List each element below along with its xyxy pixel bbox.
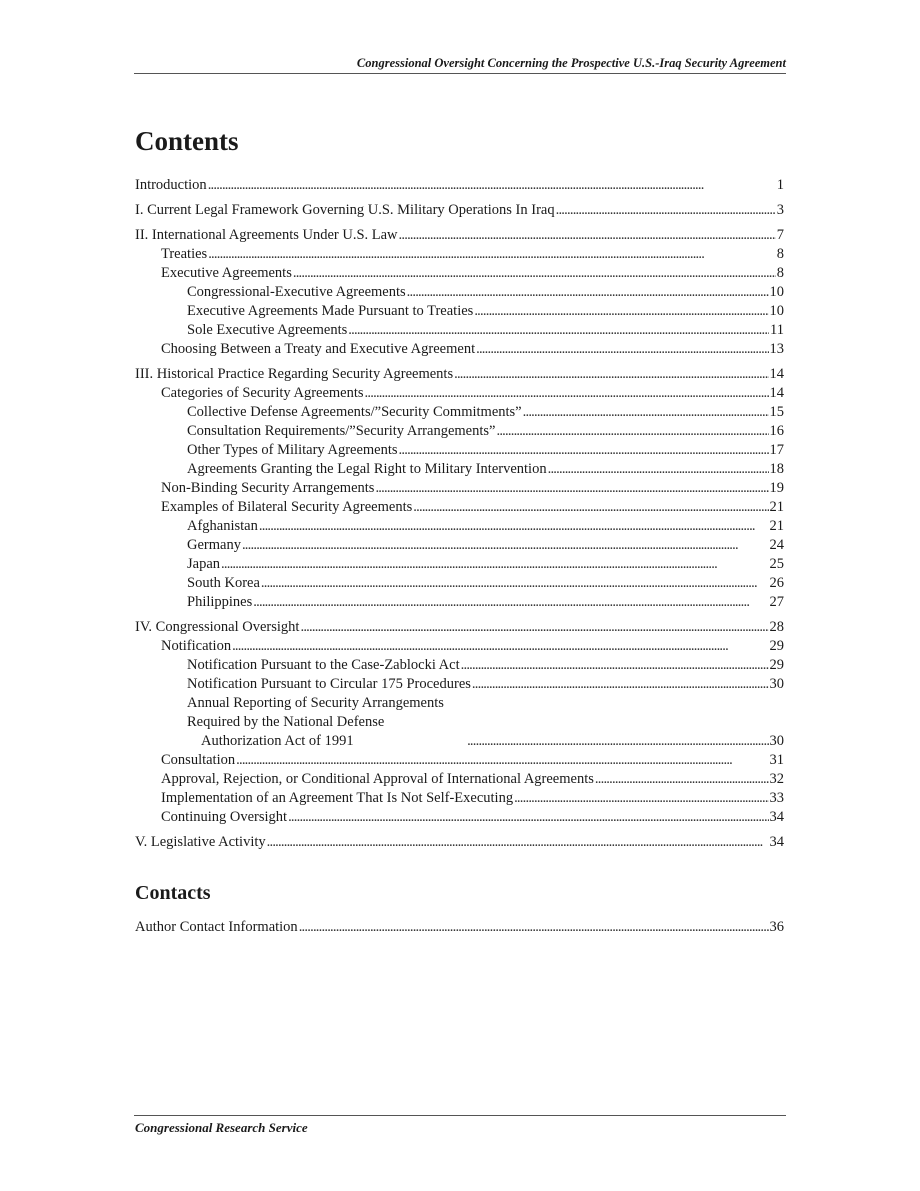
- toc-entry[interactable]: [135, 460, 784, 479]
- dot-leader: [236, 751, 768, 770]
- toc-entry-label: Consultation: [161, 752, 236, 768]
- toc-entry-label: V. Legislative Activity: [135, 834, 266, 850]
- toc-page-number: 30: [769, 676, 784, 692]
- toc-entry-label: I. Current Legal Framework Governing U.S. Military Operations In Iraq: [135, 202, 555, 218]
- toc-entry-label: Afghanistan: [187, 518, 258, 534]
- toc-page-number: 8: [776, 246, 784, 262]
- dot-leader: [299, 918, 769, 937]
- dot-leader: [261, 574, 769, 593]
- dot-leader: [548, 460, 769, 479]
- toc-page-number: 34: [769, 834, 784, 850]
- dot-leader: [259, 517, 769, 536]
- footer-text: Congressional Research Service: [135, 1120, 308, 1135]
- toc-entry-label: Approval, Rejection, or Conditional Approval of International Agreements: [161, 771, 594, 787]
- dot-leader: [399, 226, 776, 245]
- toc-entry-label: Japan: [187, 556, 221, 572]
- dot-leader: [472, 675, 769, 694]
- toc-entry[interactable]: [135, 517, 784, 536]
- dot-leader: [514, 789, 768, 808]
- dot-leader: [365, 384, 769, 403]
- dot-leader: [232, 637, 768, 656]
- dot-leader: [461, 656, 769, 675]
- toc-page-number: 11: [770, 322, 784, 338]
- running-title: Congressional Oversight Concerning the Prospective U.S.-Iraq Security Agreement: [356, 56, 786, 70]
- toc-entry[interactable]: [135, 618, 784, 637]
- toc-entry[interactable]: [135, 574, 784, 593]
- toc-page-number: 21: [769, 518, 784, 534]
- dot-leader: [399, 441, 769, 460]
- toc-entry-label: Sole Executive Agreements: [187, 322, 348, 338]
- toc-entry-label: Notification: [161, 638, 232, 654]
- toc-entry[interactable]: [135, 555, 784, 574]
- toc-entry-label: Notification Pursuant to the Case-Zablocki Act: [187, 657, 460, 673]
- toc-entry[interactable]: [135, 789, 784, 808]
- dot-leader: [523, 403, 769, 422]
- toc-entry-label-continuation: Authorization Act of 1991: [201, 733, 354, 749]
- toc-entry[interactable]: [135, 656, 784, 675]
- toc-entry[interactable]: [135, 283, 784, 302]
- toc-entry-label: Other Types of Military Agreements: [187, 442, 398, 458]
- dot-leader: [221, 555, 768, 574]
- dot-leader: [595, 770, 769, 789]
- dot-leader: [467, 732, 768, 751]
- toc-entry[interactable]: [135, 422, 784, 441]
- toc-entry-label: Executive Agreements: [161, 265, 292, 281]
- toc-entry[interactable]: [135, 321, 784, 340]
- toc-page-number: 16: [769, 423, 784, 439]
- toc-entry-label: Categories of Security Agreements: [161, 385, 364, 401]
- toc-page-number: 10: [769, 284, 784, 300]
- toc-entry[interactable]: [135, 479, 784, 498]
- toc-entry-label: Non-Binding Security Arrangements: [161, 480, 375, 496]
- table-of-contents: [135, 176, 784, 852]
- toc-entry-label: II. International Agreements Under U.S. Law: [135, 227, 398, 243]
- dot-leader: [208, 176, 776, 195]
- toc-entry[interactable]: [135, 226, 784, 245]
- toc-entry-label: Implementation of an Agreement That Is Not Self-Executing: [161, 790, 514, 806]
- toc-entry[interactable]: [135, 201, 784, 220]
- toc-page-number: 29: [769, 638, 784, 654]
- toc-entry[interactable]: [135, 536, 784, 555]
- toc-page-number: 8: [776, 265, 784, 281]
- toc-page-number: 14: [769, 366, 784, 382]
- toc-page-number: 33: [769, 790, 784, 806]
- toc-page-number: 18: [769, 461, 784, 477]
- dot-leader: [348, 321, 769, 340]
- toc-entry[interactable]: [135, 694, 784, 751]
- toc-entry-label: Treaties: [161, 246, 208, 262]
- toc-page-number: 31: [769, 752, 784, 768]
- toc-entry[interactable]: [135, 833, 784, 852]
- toc-entry[interactable]: [135, 675, 784, 694]
- toc-entry[interactable]: [135, 403, 784, 422]
- toc-entry[interactable]: [135, 176, 784, 195]
- toc-page-number: 29: [769, 657, 784, 673]
- toc-page-number: 28: [769, 619, 784, 635]
- dot-leader: [476, 340, 768, 359]
- toc-page-number: 32: [769, 771, 784, 787]
- toc-entry-label: Executive Agreements Made Pursuant to Treaties: [187, 303, 474, 319]
- toc-page-number: 3: [776, 202, 784, 218]
- toc-entry-label: South Korea: [187, 575, 260, 591]
- dot-leader: [208, 245, 776, 264]
- toc-entry-label: Congressional-Executive Agreements: [187, 284, 406, 300]
- toc-page-number: 17: [769, 442, 784, 458]
- toc-entry-label: Examples of Bilateral Security Agreements: [161, 499, 413, 515]
- toc-page-number: 10: [769, 303, 784, 319]
- page-header: [134, 56, 786, 74]
- dot-leader: [293, 264, 776, 283]
- toc-entry[interactable]: [135, 751, 784, 770]
- toc-entry-label: Agreements Granting the Legal Right to Military Intervention: [187, 461, 547, 477]
- toc-page-number: 36: [769, 919, 784, 935]
- toc-entry-label: Introduction: [135, 177, 207, 193]
- toc-entry-label: Notification Pursuant to Circular 175 Procedures: [187, 676, 471, 692]
- toc-page-number: 14: [769, 385, 784, 401]
- toc-page-number: 21: [769, 499, 784, 515]
- dot-leader: [454, 365, 768, 384]
- toc-entry[interactable]: [135, 264, 784, 283]
- toc-entry-label: Author Contact Information: [135, 919, 298, 935]
- toc-entry[interactable]: [135, 245, 784, 264]
- dot-leader: [496, 422, 768, 441]
- dot-leader: [242, 536, 769, 555]
- toc-page-number: 13: [769, 341, 784, 357]
- toc-entry[interactable]: [135, 918, 784, 937]
- toc-page-number: 19: [769, 480, 784, 496]
- toc-page-number: 24: [769, 537, 784, 553]
- page-footer: [134, 1115, 786, 1135]
- toc-page-number: 7: [776, 227, 784, 243]
- toc-page-number: 25: [769, 556, 784, 572]
- toc-entry-label: Annual Reporting of Security Arrangements Required by the National Defense Authorization Act of 1991: [187, 694, 466, 751]
- dot-leader: [300, 618, 768, 637]
- contents-heading: Contents: [135, 126, 239, 156]
- dot-leader: [407, 283, 769, 302]
- toc-entry[interactable]: [135, 302, 784, 321]
- dot-leader: [474, 302, 768, 321]
- toc-entry-label: Consultation Requirements/”Security Arrangements”: [187, 423, 496, 439]
- toc-entry-label: Choosing Between a Treaty and Executive Agreement: [161, 341, 476, 357]
- dot-leader: [375, 479, 768, 498]
- dot-leader: [267, 833, 769, 852]
- toc-entry[interactable]: [135, 593, 784, 612]
- toc-entry[interactable]: [135, 498, 784, 517]
- contacts-list: [135, 918, 784, 937]
- toc-page-number: 27: [769, 594, 784, 610]
- dot-leader: [288, 808, 768, 827]
- toc-entry-label: Germany: [187, 537, 241, 553]
- toc-entry-label: Collective Defense Agreements/”Security Commitments”: [187, 404, 522, 420]
- toc-entry[interactable]: [135, 384, 784, 403]
- toc-page-number: 34: [769, 809, 784, 825]
- dot-leader: [413, 498, 768, 517]
- toc-page-number: 26: [769, 575, 784, 591]
- dot-leader: [253, 593, 768, 612]
- toc-entry-label: Philippines: [187, 594, 253, 610]
- dot-leader: [556, 201, 776, 220]
- toc-entry-label: III. Historical Practice Regarding Security Agreements: [135, 366, 454, 382]
- toc-entry[interactable]: [135, 770, 784, 789]
- toc-entry[interactable]: [135, 637, 784, 656]
- toc-page-number: 30: [769, 733, 784, 749]
- toc-entry[interactable]: [135, 365, 784, 384]
- toc-entry-label: IV. Congressional Oversight: [135, 619, 300, 635]
- toc-entry[interactable]: [135, 441, 784, 460]
- toc-page-number: 1: [776, 177, 784, 193]
- toc-page-number: 15: [769, 404, 784, 420]
- toc-entry[interactable]: [135, 340, 784, 359]
- toc-entry-label: Continuing Oversight: [161, 809, 288, 825]
- toc-entry[interactable]: [135, 808, 784, 827]
- contacts-heading: Contacts: [135, 882, 211, 904]
